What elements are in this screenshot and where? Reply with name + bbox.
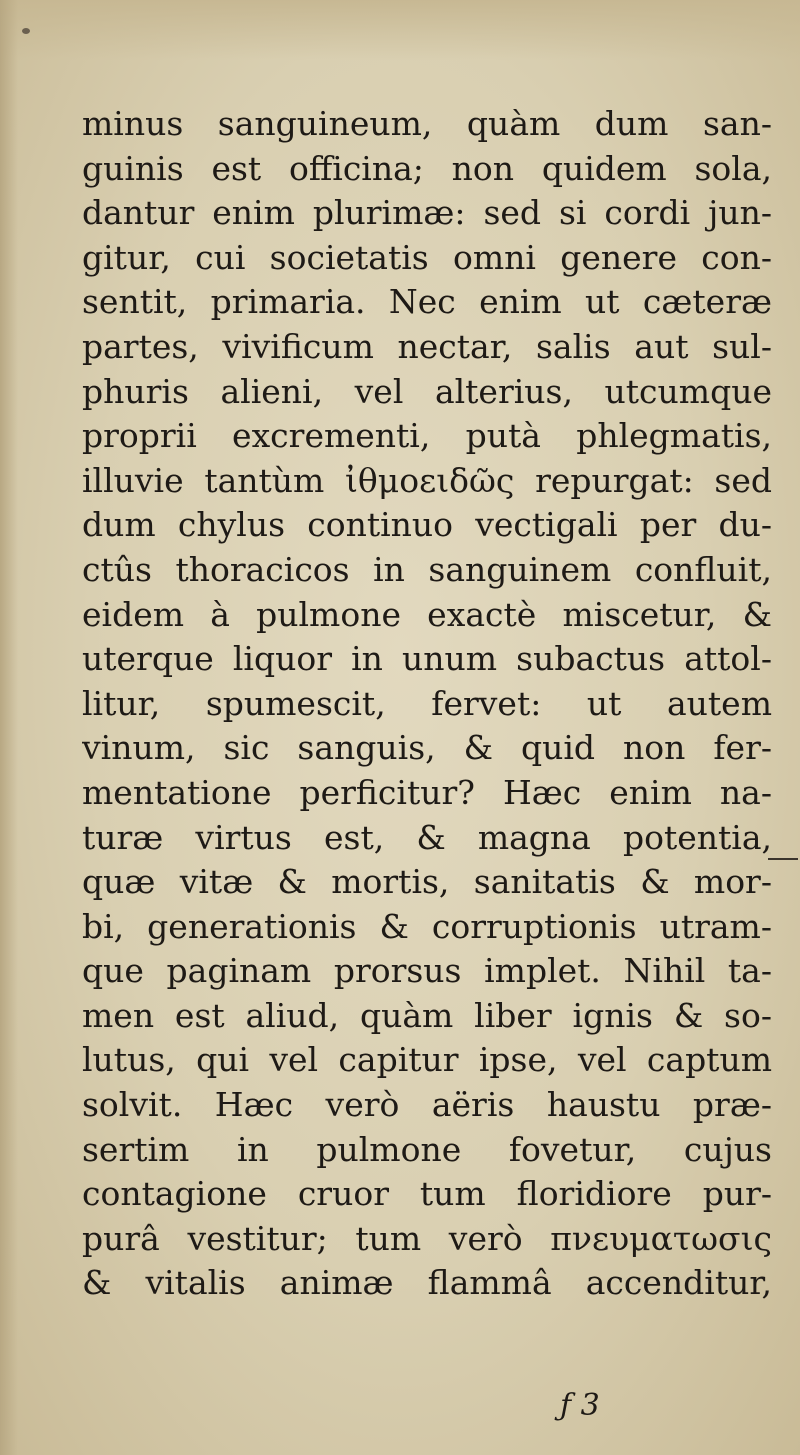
text-line: & vitalis animæ flammâ accenditur, [82, 1263, 772, 1303]
text-line: dantur enim plurimæ: sed si cordi jun- [82, 193, 772, 233]
text-line: gitur, cui societatis omni genere con- [82, 237, 772, 277]
text-line: proprii excrementi, putà phlegmatis, [82, 416, 772, 456]
text-line: que paginam prorsus implet. Nihil ta- [82, 951, 772, 991]
text-line: vinum, sic sanguis, & quid non fer- [82, 728, 772, 768]
text-line: bi, generationis & corruptionis utram- [82, 906, 772, 946]
text-line: contagione cruor tum floridiore pur- [82, 1174, 772, 1214]
text-line: minus sanguineum, quàm dum san- [82, 104, 772, 143]
text-line: phuris alieni, vel alterius, utcumque [82, 371, 772, 411]
paper-stain-top [0, 0, 800, 60]
text-line: quæ vitæ & mortis, sanitatis & mor- [82, 862, 772, 902]
paper-stain-left [0, 0, 18, 1455]
text-line: dum chylus continuo vectigali per du- [82, 505, 772, 545]
text-line: litur, spumescit, fervet: ut autem [82, 683, 772, 723]
text-line: turæ virtus est, & magna potentia, [82, 817, 772, 857]
text-line: guinis est officina; non quidem sola, [82, 148, 772, 188]
text-line: partes, vivificum nectar, salis aut sul- [82, 326, 772, 366]
signature-mark: ƒ 3 [560, 1388, 600, 1423]
text-line: uterque liquor in unum subactus attol- [82, 639, 772, 679]
body-text [82, 102, 772, 1306]
ink-spot [22, 28, 30, 34]
text-line: solvit. Hæc verò aëris haustu præ- [82, 1085, 772, 1125]
text-line: men est aliud, quàm liber ignis & so- [82, 995, 772, 1035]
text-line: purâ vestitur; tum verò πνευματωσις [82, 1218, 772, 1258]
text-line: eidem à pulmone exactè miscetur, & [82, 594, 772, 634]
text-line: illuvie tantùm ἰθμοειδῶς repurgat: sed [82, 460, 772, 500]
text-line: mentatione perficitur? Hæc enim na- [82, 772, 772, 812]
text-line: ctûs thoracicos in sanguinem confluit, [82, 549, 772, 589]
text-line: sentit, primaria. Nec enim ut cæteræ [82, 282, 772, 322]
text-line: sertim in pulmone fovetur, cujus [82, 1129, 772, 1169]
text-line: lutus, qui vel capitur ipse, vel captum [82, 1040, 772, 1080]
margin-dash [768, 858, 798, 860]
